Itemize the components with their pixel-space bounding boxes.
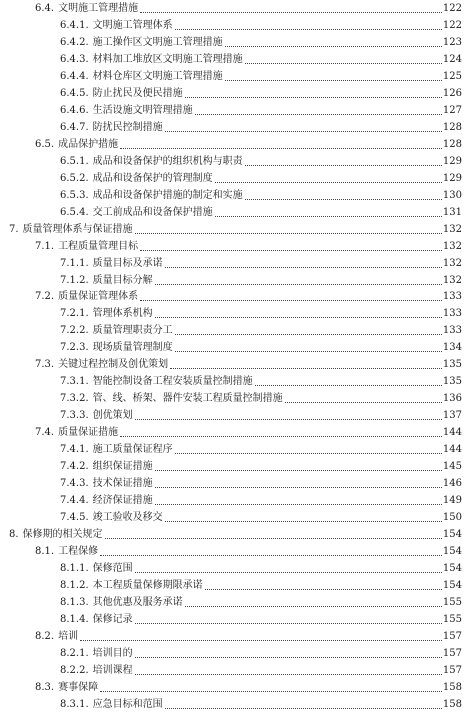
toc-entry-number: 6.4.4.	[60, 70, 89, 82]
toc-entry-number: 8.3.1.	[60, 698, 89, 710]
toc-entry-page: 134	[442, 342, 462, 354]
toc-entry-number: 7.4.3.	[60, 478, 89, 490]
toc-entry[interactable]	[60, 455, 462, 473]
toc-entry-number: 7.4.5.	[60, 512, 89, 524]
dot-leader	[140, 299, 442, 301]
toc-entry-page: 145	[442, 461, 462, 473]
toc-entry-title: 工程质量管理目标	[58, 240, 139, 252]
toc-entry-page: 132	[442, 223, 462, 235]
toc-entry-page: 133	[442, 325, 462, 337]
toc-entry-number: 8.1.3.	[60, 596, 89, 608]
dot-leader	[175, 350, 442, 352]
toc-entry-number: 6.5.1.	[60, 155, 89, 167]
toc-entry[interactable]	[35, 540, 462, 558]
dot-leader	[175, 333, 442, 335]
toc-entry-page: 130	[442, 189, 462, 201]
toc-entry-title: 材料仓库区文明施工管理措施	[92, 70, 223, 82]
dot-leader	[155, 283, 442, 285]
toc-entry-page: 154	[442, 563, 462, 574]
toc-entry-number: 7.4.2.	[60, 461, 89, 473]
toc-entry-page: 158	[442, 698, 462, 710]
dot-leader	[205, 588, 442, 590]
toc-entry-number: 8.1.1.	[60, 563, 89, 574]
dot-leader	[135, 673, 442, 675]
toc-entry-page: 149	[442, 495, 462, 507]
toc-entry-page: 132	[442, 274, 462, 286]
dot-leader	[135, 656, 442, 658]
toc-entry-title: 其他优惠及服务承诺	[92, 596, 183, 608]
dot-leader	[120, 147, 442, 149]
toc-entry[interactable]	[60, 65, 462, 83]
toc-entry-number: 8.2.2.	[60, 664, 89, 676]
toc-entry-title: 成品和设备保护的管理制度	[92, 172, 213, 184]
toc-entry[interactable]	[60, 693, 462, 711]
toc-entry[interactable]	[60, 167, 462, 185]
toc-entry-title: 竣工验收及移交	[92, 512, 163, 524]
toc-entry-page: 158	[442, 681, 462, 693]
toc-entry-page: 144	[442, 427, 462, 439]
toc-entry-page: 125	[442, 70, 462, 82]
toc-entry-page: 154	[442, 579, 462, 591]
toc-entry-number: 6.5.2.	[60, 172, 89, 184]
toc-entry[interactable]	[35, 0, 462, 15]
toc-entry-title: 保修期的相关规定	[22, 529, 103, 541]
toc-entry[interactable]	[60, 489, 462, 507]
dot-leader	[165, 520, 442, 522]
toc-entry[interactable]	[60, 608, 462, 626]
toc-entry[interactable]	[60, 48, 462, 66]
toc-entry-number: 7.3.3.	[60, 410, 89, 422]
toc-entry-title: 保修范围	[92, 563, 133, 574]
toc-entry[interactable]	[35, 625, 462, 643]
dot-leader	[155, 503, 442, 505]
toc-entry-page: 128	[442, 121, 462, 133]
toc-entry-page: 132	[442, 257, 462, 269]
toc-entry-number: 7.2.3.	[60, 342, 89, 354]
toc-entry[interactable]	[60, 99, 462, 117]
dot-leader	[165, 130, 442, 132]
toc-entry-title: 质量管理体系与保证措施	[22, 223, 133, 235]
toc-entry-page: 122	[442, 3, 462, 14]
toc-entry-title: 材料加工堆放区文明施工管理措施	[92, 53, 243, 65]
dot-leader	[255, 384, 442, 386]
dot-leader	[170, 367, 442, 369]
toc-entry[interactable]	[9, 523, 462, 541]
toc-entry-title: 经济保证措施	[92, 495, 153, 507]
toc-entry-title: 生活设施文明管理措施	[92, 104, 193, 116]
toc-entry-number: 6.4.2.	[60, 36, 89, 48]
toc-entry-page: 133	[442, 291, 462, 303]
dot-leader	[80, 639, 442, 641]
toc-entry-title: 现场质量管理制度	[92, 342, 173, 354]
toc-entry-title: 智能控制设备工程安装质量控制措施	[92, 376, 253, 388]
toc-entry-number: 8.1.2.	[60, 579, 89, 591]
toc-entry[interactable]	[60, 150, 462, 168]
dot-leader	[120, 435, 442, 437]
dot-leader	[165, 266, 442, 268]
toc-entry-title: 质量管理职责分工	[92, 325, 173, 337]
toc-entry[interactable]	[60, 370, 462, 388]
toc-entry-page: 157	[442, 664, 462, 676]
dot-leader	[135, 622, 442, 624]
dot-leader	[100, 554, 442, 556]
toc-entry-page: 154	[442, 546, 462, 558]
dot-leader	[140, 11, 442, 13]
toc-entry-number: 7.2.1.	[60, 308, 89, 320]
toc-entry-page: 131	[442, 206, 462, 218]
toc-entry[interactable]	[60, 14, 462, 32]
toc-entry-page: 157	[442, 630, 462, 642]
dot-leader	[245, 62, 442, 64]
toc-entry-page: 150	[442, 512, 462, 524]
toc-entry-page: 135	[442, 376, 462, 388]
toc-entry-page: 144	[442, 444, 462, 456]
toc-entry-page: 154	[442, 529, 462, 541]
toc-entry[interactable]	[35, 285, 462, 303]
toc-entry[interactable]	[60, 387, 462, 405]
toc-entry-title: 防止扰民及便民措施	[92, 87, 183, 99]
dot-leader	[135, 418, 442, 420]
dot-leader	[215, 181, 442, 183]
toc-entry-title: 本工程质量保修期限承诺	[92, 579, 203, 591]
toc-entry-title: 质量目标及承诺	[92, 257, 163, 269]
dot-leader	[285, 401, 442, 403]
toc-entry-title: 施工质量保证程序	[92, 444, 173, 456]
toc-entry-title: 培训	[58, 630, 79, 642]
toc-entry-title: 培训目的	[92, 647, 133, 659]
toc-entry-number: 6.5.	[35, 138, 55, 150]
toc-entry-number: 6.4.3.	[60, 53, 89, 65]
toc-entry-number: 8.3.	[35, 681, 55, 693]
toc-entry-number: 6.4.1.	[60, 19, 89, 31]
dot-leader	[100, 690, 442, 692]
dot-leader	[185, 96, 442, 98]
toc-entry[interactable]	[60, 574, 462, 592]
dot-leader	[225, 79, 442, 81]
toc-entry[interactable]	[35, 421, 462, 439]
dot-leader	[245, 198, 442, 200]
toc-entry-title: 质量保证管理体系	[58, 291, 139, 303]
toc-entry[interactable]	[60, 269, 462, 287]
toc-entry-number: 8.1.	[35, 546, 55, 558]
toc-entry-page: 136	[442, 393, 462, 405]
toc-entry-page: 123	[442, 36, 462, 48]
toc-entry[interactable]	[60, 116, 462, 134]
toc-entry[interactable]	[9, 218, 462, 236]
toc-entry-title: 文明施工管理体系	[92, 19, 173, 31]
toc-entry-number: 6.5.3.	[60, 189, 89, 201]
toc-entry-number: 7.3.2.	[60, 393, 89, 405]
toc-entry-number: 7.2.	[35, 291, 55, 303]
toc-entry-title: 交工前成品和设备保护措施	[92, 206, 213, 218]
toc-entry[interactable]	[60, 506, 462, 524]
toc-entry-title: 管理体系机构	[92, 308, 153, 320]
toc-entry-number: 7.3.	[35, 359, 55, 371]
toc-entry-page: 146	[442, 478, 462, 490]
toc-entry[interactable]	[60, 31, 462, 49]
toc-entry[interactable]	[35, 353, 462, 371]
toc-entry-title: 创优策划	[92, 410, 133, 422]
toc-entry-number: 6.4.5.	[60, 87, 89, 99]
toc-entry-page: 127	[442, 104, 462, 116]
toc-entry-number: 8.2.	[35, 630, 55, 642]
toc-entry-number: 7.4.	[35, 427, 55, 439]
toc-entry-page: 132	[442, 240, 462, 252]
toc-entry-title: 技术保证措施	[92, 478, 153, 490]
toc-entry-page: 135	[442, 359, 462, 371]
dot-leader	[195, 113, 442, 115]
toc-entry-title: 工程保修	[58, 546, 99, 558]
toc-entry[interactable]	[60, 557, 462, 575]
dot-leader	[135, 232, 442, 234]
toc-entry-number: 8.2.1.	[60, 647, 89, 659]
toc-entry[interactable]	[60, 336, 462, 354]
toc-entry-number: 6.4.	[35, 3, 55, 14]
toc-entry-title: 质量保证措施	[58, 427, 119, 439]
toc-entry-number: 7.2.2.	[60, 325, 89, 337]
toc-entry-title: 应急目标和范围	[92, 698, 163, 710]
dot-leader	[135, 571, 442, 573]
toc-entry-title: 施工操作区文明施工管理措施	[92, 36, 223, 48]
toc-entry-number: 7.	[9, 223, 19, 235]
toc-entry-number: 6.4.7.	[60, 121, 89, 133]
toc-entry-number: 6.5.4.	[60, 206, 89, 218]
toc-entry[interactable]	[60, 642, 462, 660]
toc-entry-title: 文明施工管理措施	[58, 3, 139, 14]
toc-entry-page: 122	[442, 19, 462, 31]
toc-entry[interactable]	[60, 252, 462, 270]
dot-leader	[155, 469, 442, 471]
toc-entry[interactable]	[35, 676, 462, 694]
toc-entry[interactable]	[35, 235, 462, 253]
toc-entry[interactable]	[60, 438, 462, 456]
toc-entry-page: 137	[442, 410, 462, 422]
toc-entry-page: 157	[442, 647, 462, 659]
toc-entry[interactable]	[60, 302, 462, 320]
dot-leader	[175, 28, 442, 30]
toc-entry-title: 防扰民控制措施	[92, 121, 163, 133]
toc-entry-number: 7.1.1.	[60, 257, 89, 269]
dot-leader	[155, 316, 442, 318]
toc-entry-number: 8.1.4.	[60, 613, 89, 625]
dot-leader	[140, 249, 442, 251]
toc-entry-title: 质量目标分解	[92, 274, 153, 286]
toc-entry-number: 7.1.	[35, 240, 55, 252]
toc-entry-number: 7.1.2.	[60, 274, 89, 286]
dot-leader	[245, 164, 442, 166]
toc-entry-number: 7.3.1.	[60, 376, 89, 388]
toc-entry-page: 126	[442, 87, 462, 99]
dot-leader	[105, 537, 442, 539]
toc-entry[interactable]	[60, 201, 462, 219]
toc-entry[interactable]	[60, 659, 462, 677]
toc-entry-page: 124	[442, 53, 462, 65]
toc-entry[interactable]	[60, 82, 462, 100]
toc-entry[interactable]	[60, 184, 462, 202]
toc-entry-title: 管、线、桥架、器件安装工程质量控制措施	[92, 393, 283, 405]
toc-entry-title: 成品保护措施	[58, 138, 119, 150]
toc-entry-number: 8.	[9, 529, 19, 541]
toc-entry[interactable]	[60, 472, 462, 490]
dot-leader	[185, 605, 442, 607]
toc-entry-title: 成品和设备保护措施的制定和实施	[92, 189, 243, 201]
dot-leader	[165, 707, 442, 709]
toc-entry-page: 128	[442, 138, 462, 150]
dot-leader	[175, 452, 442, 454]
toc-entry-title: 成品和设备保护的组织机构与职责	[92, 155, 243, 167]
toc-entry-title: 组织保证措施	[92, 461, 153, 473]
toc-entry-title: 培训课程	[92, 664, 133, 676]
dot-leader	[155, 486, 442, 488]
toc-entry-page: 129	[442, 172, 462, 184]
toc-entry-title: 关键过程控制及创优策划	[58, 359, 169, 371]
toc-entry[interactable]	[35, 133, 462, 151]
toc-entry-page: 133	[442, 308, 462, 320]
toc-entry[interactable]	[60, 404, 462, 422]
toc-entry-number: 7.4.4.	[60, 495, 89, 507]
toc-entry-number: 6.4.6.	[60, 104, 89, 116]
toc-entry-page: 129	[442, 155, 462, 167]
toc-entry[interactable]	[60, 591, 462, 609]
dot-leader	[215, 215, 442, 217]
toc-entry[interactable]	[60, 319, 462, 337]
toc-entry-title: 赛事保障	[58, 681, 99, 693]
dot-leader	[225, 45, 442, 47]
toc-entry-page: 155	[442, 596, 462, 608]
toc-entry-number: 7.4.1.	[60, 444, 89, 456]
toc-entry-page: 155	[442, 613, 462, 625]
toc-entry-title: 保修记录	[92, 613, 133, 625]
